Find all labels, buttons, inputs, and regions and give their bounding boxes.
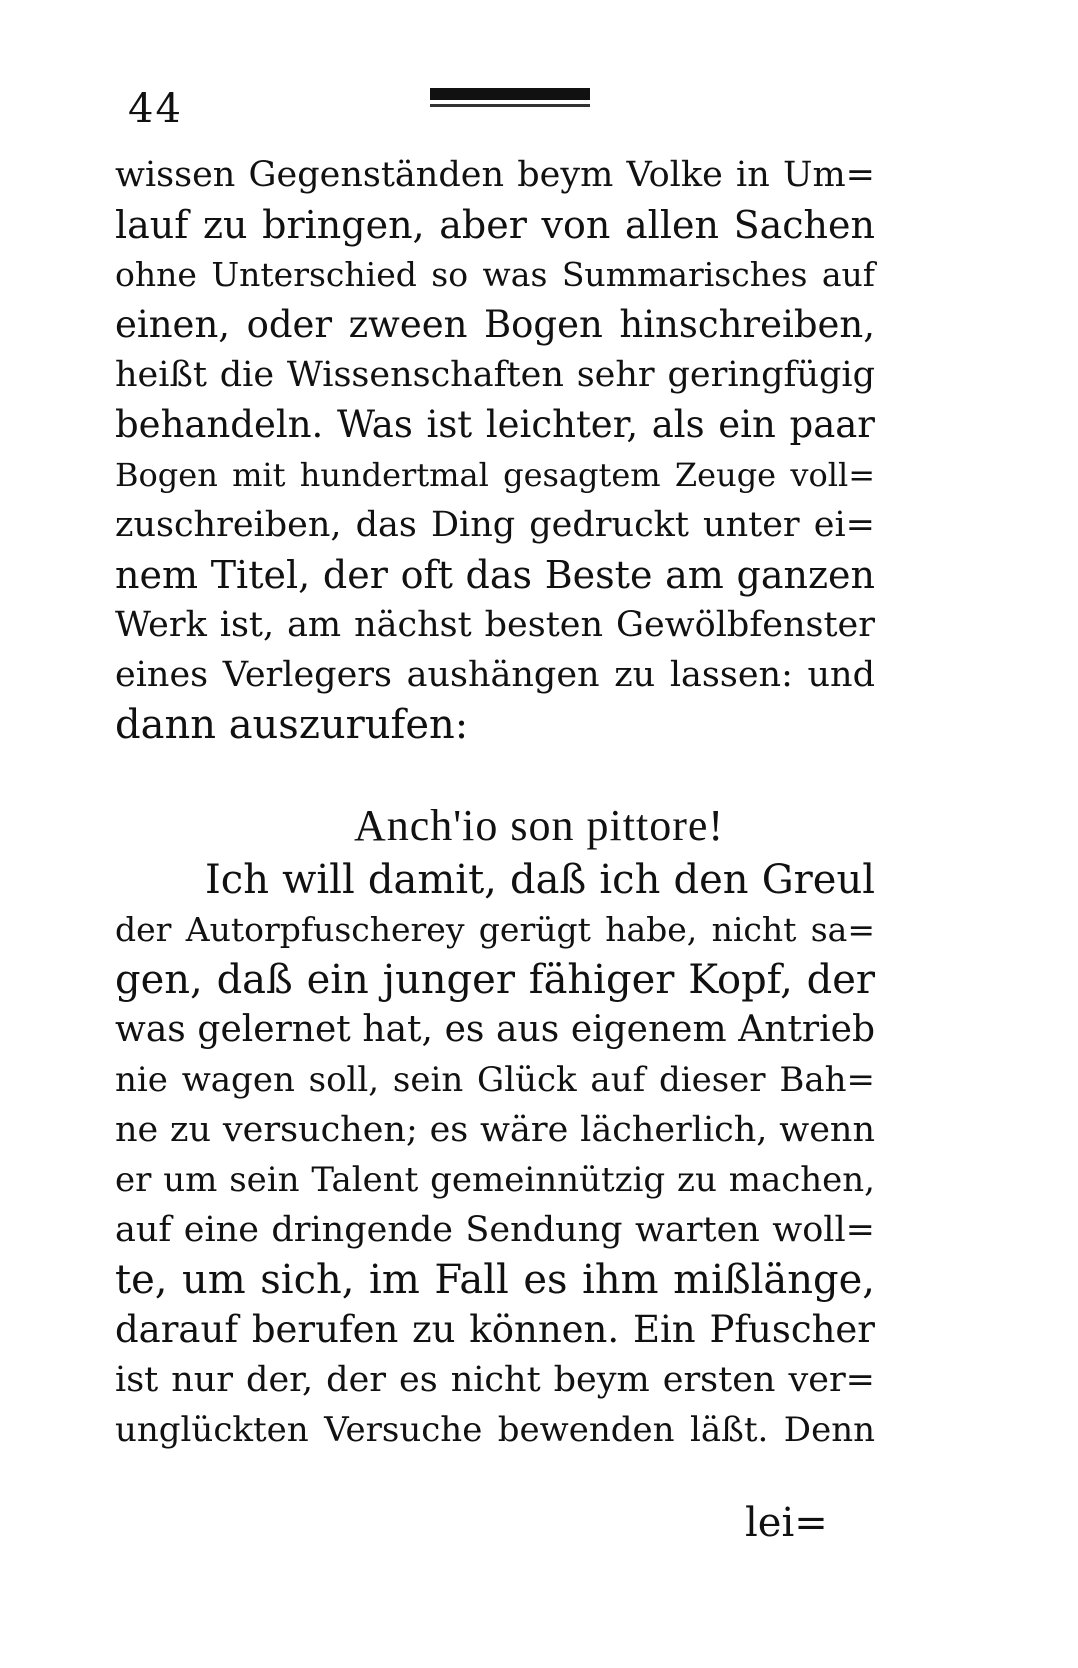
text-line: darauf berufen zu können. Ein Pfuscher	[115, 1308, 875, 1351]
text-line: ist nur der, der es nicht beym ersten ver=	[115, 1360, 875, 1400]
text-line: er um sein Talent gemeinnützig zu machen,	[115, 1160, 875, 1200]
page-number: 44	[128, 86, 183, 132]
paragraph-2	[115, 855, 875, 1455]
header-rule-thin	[430, 104, 590, 107]
text-line: was gelernet hat, es aus eigenem Antrieb	[115, 1009, 875, 1050]
quotation: Anch'io son pittore!	[353, 801, 725, 850]
text-line: dann auszurufen:	[115, 702, 469, 748]
text-line: behandeln. Was ist leichter, als ein paar	[115, 403, 875, 446]
text-line: wissen Gegenständen beym Volke in Um=	[115, 155, 875, 195]
text-line: nie wagen soll, sein Glück auf dieser Bah=	[115, 1060, 875, 1100]
text-line: te, um sich, im Fall es ihm mißlänge,	[115, 1257, 875, 1303]
text-line: nem Titel, der oft das Beste am ganzen	[115, 553, 875, 597]
text-line: gen, daß ein junger fähiger Kopf, der	[115, 957, 875, 1003]
text-line: auf eine dringende Sendung warten woll=	[115, 1210, 875, 1250]
text-line: zuschreiben, das Ding gedruckt unter ei=	[115, 505, 875, 545]
text-line: ohne Unterschied so was Summarisches auf	[115, 255, 875, 294]
catchword: lei=	[745, 1500, 828, 1546]
text-line: unglückten Versuche bewenden läßt. Denn	[115, 1410, 875, 1450]
text-line: heißt die Wissenschaften sehr geringfügig	[115, 355, 875, 395]
text-line: eines Verlegers aushängen zu lassen: und	[115, 655, 875, 695]
text-line: ne zu versuchen; es wäre lächerlich, wenn	[115, 1110, 875, 1150]
paragraph-1	[115, 150, 875, 750]
text-line: Werk ist, am nächst besten Gewölbfenster	[115, 605, 875, 645]
header-rule	[430, 88, 590, 100]
text-line: Ich will damit, daß ich den Greul	[205, 857, 875, 903]
text-line: Bogen mit hundertmal gesagtem Zeuge voll=	[115, 456, 875, 494]
text-line: einen, oder zween Bogen hinschreiben,	[115, 303, 875, 346]
text-line: lauf zu bringen, aber von allen Sachen	[115, 203, 875, 247]
text-line: der Autorpfuscherey gerügt habe, nicht sa=	[115, 910, 875, 949]
